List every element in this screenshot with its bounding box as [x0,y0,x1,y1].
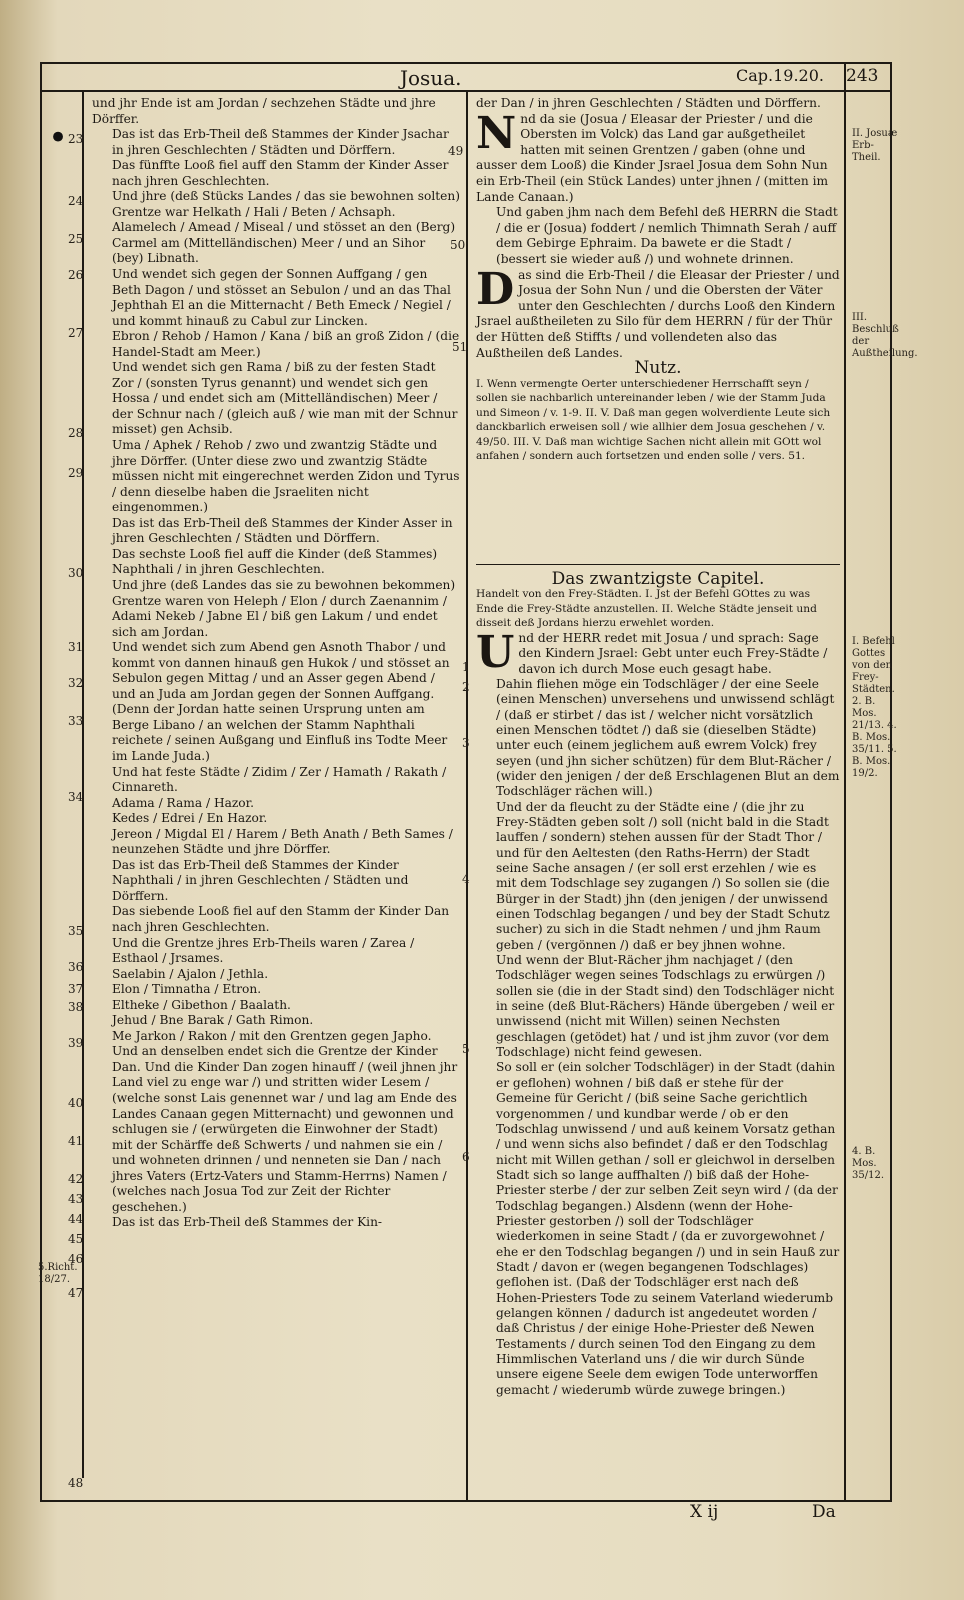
verse-text [476,263,840,362]
verse-text [476,107,840,206]
verse-number: 43 [68,1192,84,1206]
verse-number: 2 [462,680,470,694]
verse-text: Jereon / Migdal El / Harem / Beth Anath / Beth Sames / neunzehen Städte und jhre Dörffer. [112,826,453,857]
verse-number: 39 [68,1036,84,1050]
verse-text: Und jhre (deß Stücks Landes / das sie bewohnen solten) Grentze war Helkath / Hali / Beten / Achsaph. [112,189,460,219]
verse-number: 30 [68,566,84,580]
verse-number: 28 [68,426,84,440]
verse-number: 3 [462,736,470,750]
verse-text: Und wenn der Blut-Rächer jhm nachjaget / (den Todschläger wegen seines Todschlags zu erwürgen /) sollen sie (die in der Stadt sind) den Todschläger nicht in seine (deß Blut-Rächers) Hände übergeben / weil er unwissend (nicht mit Willen) seinen Nechsten geschlagen (getödet) hat / und ist jhm zuvor (vor dem Todschlage) nicht feind gewesen. [496,953,835,1060]
verse-number: 50 [450,238,466,252]
verse-text: Das ist das Erb-Theil deß Stammes der Kinder Jsachar in jhren Geschlechten / Städten und Dörffern. [112,127,449,157]
chapter-separator-rule [476,564,840,565]
margin-note-right: II. Josuæ Erb-Theil. [852,128,898,163]
verse-number: 38 [68,1000,84,1014]
verse-text: Jehud / Bne Barak / Gath Rimon. [112,1013,314,1028]
verse-text: Und jhre (deß Landes das sie zu bewohnen bekommen) Grentze waren von Heleph / Elon / durch Zaenannim / Adami Nekeb / Jabne El / biß gen Lakum / und endet sich am Jordan. [112,577,456,639]
nutz-title: Nutz. [634,358,682,379]
verse-number: 6 [462,1150,470,1164]
drop-initial: N [476,107,517,159]
verse-number: 23 [68,132,84,146]
verse-text: und jhr Ende ist am Jordan / sechzehen Städte und jhre Dörffer. [92,96,436,126]
verse-number: 33 [68,714,84,728]
verse-number: 42 [68,1172,84,1186]
verse-number: 37 [68,982,84,996]
verse-text: Kedes / Edrei / En Hazor. [112,811,268,826]
column-divider [466,92,468,1500]
verse-text: Und hat feste Städte / Zidim / Zer / Hamath / Rakath / Cinnareth. [112,764,447,795]
verse-number: 34 [68,790,84,804]
verse-number: 32 [68,676,84,690]
margin-note-right: 4. B. Mos. 35/12. [852,1146,884,1181]
catchword: Da [812,1502,836,1522]
verse-number: 1 [462,660,470,674]
verse-number: 46 [68,1252,84,1266]
verse-text: So soll er (ein solcher Todschläger) in der Stadt (dahin er geflohen) wohnen / biß daß er stehe für der Gemeine für Gericht / (biß seine Sache gerichtlich vorgenommen / und kundbar werde / ob er den Todschlag unwissend / und auß keinem Vorsatz gethan / und wenn sichs also befindet / daß er den Todschlag nicht mit Willen gethan / soll er gleichwol in derselben Stadt sich so lange auffhalten /) biß daß der Hohe-Priester sterbe / der zur selben Zeit seyn wird / (da der Todschlag begangen.) Alsdenn (wenn der Hohe-Priester gestorben /) soll der Todschläger wiederkomen in seine Stadt / (da er zuvorgewohnet / ehe er den Todschlag begangen /) und in sein Hauß zur Stadt / davon er (wegen begangenen Todschlages) geflohen ist. (Daß der Todschläger erst nach deß Hohen-Priesters Tode zu seinem Vaterland wiederumb gelangen können / dadurch ist angedeutet worden / daß Christus / der einige Hohe-Priester deß Newen Testaments / durch seinen Tod den Eingang zu dem Himmlischen Vaterland uns / die wir durch Sünde unsere eigene Seele dem ewigen Tode unterworffen gemacht / wiederumb würde zuwege bringen.) [496,1060,840,1397]
page-number: 243 [846,66,879,86]
right-column-top [476,96,840,464]
verse-text: Adama / Rama / Hazor. [112,795,254,810]
verse-number: 25 [68,232,84,246]
margin-note-left: 5.Richt. 18/27. [38,1262,78,1285]
verse-text: Me Jarkon / Rakon / mit den Grentzen gegen Japho. [112,1028,432,1043]
drop-initial: D [476,263,515,315]
verse-number: 51 [452,340,468,354]
signature-mark: X ij [690,1502,719,1522]
verse-text: Und der da fleucht zu der Städte eine / (die jhr zu Frey-Städten geben solt /) soll (nicht bald in die Stadt lauffen / sondern) stehen aussen für der Stadt Thor / und für den Aeltesten (den Raths-Herrn) der Stadt seine Sache ansagen / (er soll erst erzehlen / wie es mit dem Todschlage sey zugangen /) So sollen sie (die Bürger in der Stadt) jhn (den jenigen / der unwissend einen Todschlag begangen / und bey der Stadt Schutz sucher) zu sich in die Stadt nehmen / und jhm Raum geben / (vergönnen /) daß er bey jhnen wohne. [496,799,830,952]
verse-number: 40 [68,1096,84,1110]
margin-note-right: III. Beschluß der Außtheilung. [852,312,918,359]
verse-number: 48 [68,1476,84,1490]
running-head-book: Josua. [400,66,462,90]
verse-number: 49 [448,144,464,158]
running-head-chapter: Cap.19.20. [736,66,824,85]
verse-number: 4 [462,872,470,886]
verse-text-body: as sind die Erb-Theil / die Eleasar der Priester / und Josua der Sohn Nun / und die Obersten der Väter unter den Geschlechten / durchs Looß den Kindern Jsrael außtheileten zu Silo für dem HERRN / für der Thür der Hütten deß Stiffts / und vollendeten also das Außtheilen deß Landes. [476,267,840,360]
verse-number: 27 [68,326,84,340]
verse-text: Elon / Timnatha / Etron. [112,982,262,997]
verse-text: Dahin fliehen möge ein Todschläger / der eine Seele (einen Menschen) unversehens und unwissend schlägt / (daß er stirbet / das ist / welcher nicht vorsätzlich einen Menschen tödtet /) daß sie (dieselben Städte) unter euch (einem jeglichem auß ewrem Volck) frey seyen (und jhn sicher schützen) für dem Blut-Rächer / (wider den jenigen / der deß Erschlagenen Blut an dem Todschläger rächen will.) [496,676,840,799]
verse-text: Und gaben jhm nach dem Befehl deß HERRN die Stadt / die er (Josua) foddert / nemlich Thimnath Serah / auff dem Gebirge Ephraim. Da bawete er die Stadt / (bessert sie wieder auß /) und wohnete drinnen. [496,205,838,266]
nutz-text: I. Wenn vermengte Oerter unterschiedener Herrschafft seyn / sollen sie nachbarlich untereinander leben / wie der Stamm Juda und Simeon / v. 1-9. II. V. Daß man gegen wolverdiente Leute sich danckbarlich erweisen soll / wie allhier dem Josua geschehen / v. 49/50. III. V. Daß man wichtige Sachen nicht allein mit GOtt wol anfahen / sondern auch fortsetzen und enden solle / vers. 51. [476,377,831,463]
verse-text: Ebron / Rehob / Hamon / Kana / biß an groß Zidon / (die Handel-Stadt am Meer.) [112,329,460,359]
ornament-mark: • [48,118,69,158]
verse-text: Und wendet sich gegen der Sonnen Auffgang / gen Beth Dagon / und stösset an Sebulon / und an das Thal Jephthah El an die Mitternacht / Beth Emeck / Negiel / und kommt hinauß zu Cabul zur Lincken. [112,267,451,328]
verse-number: 41 [68,1134,84,1148]
right-column-chapter [476,569,840,1398]
verse-text-body: nd da sie (Josua / Eleasar der Priester / und die Obersten im Volck) das Land gar außgetheilet hatten mit seinen Grentzen / gaben (ohne und ausser dem Looß) die Kinder Jsrael Josua dem Sohn Nun ein Erb-Theil (ein Stück Landes) unter jhnen / (mitten im Lande Canaan.) [476,111,829,204]
margin-note-right: I. Befehl Gottes von den Frey-Städten. 2. B. Mos. 21/13. 4. B. Mos. 35/11. 5. B. Mos. 19/2. [852,636,897,779]
verse-text: Das siebende Looß fiel auf den Stamm der Kinder Dan nach jhren Geschlechten. [112,904,450,934]
verse-text: Das fünffte Looß fiel auff den Stamm der Kinder Asser nach jhren Geschlechten. [112,158,449,188]
chapter-title: Das zwantzigste Capitel. [551,569,765,589]
verse-text: Und die Grentze jhres Erb-Theils waren / Zarea / Esthaol / Jrsames. [112,935,415,966]
verse-text: Und wendet sich zum Abend gen Asnoth Thabor / und kommt von dannen hinauß gen Hukok / und stösset an Sebulon gegen Mittag / und an Asser gegen Abend / und an Juda am Jordan gegen der Sonnen Auffgang. (Denn der Jordan hatte seinen Ursprung unten am Berge Libano / an welchen der Stamm Naphthali reichete / seinen Außgang und Einfluß ins Todte Meer im Lande Juda.) [112,640,450,763]
verse-gutter-left [82,92,84,1478]
verse-text: Das ist das Erb-Theil deß Stammes der Kin- [112,1215,383,1230]
verse-text [476,626,840,678]
margin-divider [844,62,846,1502]
verse-text: Eltheke / Gibethon / Baalath. [112,997,291,1012]
verse-text: Das sechste Looß fiel auff die Kinder (deß Stammes) Naphthali / in jhren Geschlechten. [112,546,438,577]
verse-text: der Dan / in jhren Geschlechten / Städten und Dörffern. [476,96,821,110]
verse-text: Das ist das Erb-Theil deß Stammes der Kinder Asser in jhren Geschlechten / Städten und Dörffern. [112,515,453,546]
verse-number: 36 [68,960,84,974]
drop-initial: U [476,626,515,678]
verse-text: Und an denselben endet sich die Grentze der Kinder Dan. Und die Kinder Dan zogen hinauff / (weil jhnen jhr Land viel zu enge war /) und stritten wider Lesem / (welche sonst Lais genennet war / und lag am Ende des Landes Canaan gegen Mitternacht) und gewonnen und schlugen sie / (erwürgeten die Einwohner der Stadt) mit der Schärffe deß Schwerts / und nahmen sie ein / und wohneten drinnen / und nenneten sie Dan / nach jhres Vaters (Ertz-Vaters und Stamm-Herrns) Namen / (welches nach Josua Tod zur Zeit der Richter geschehen.) [112,1044,458,1214]
verse-text: Und wendet sich gen Rama / biß zu der festen Stadt Zor / (sonsten Tyrus genannt) und wendet sich gen Hossa / und endet sich am (Mittelländischen) Meer / der Schnur nach / (gleich auß / wie man mit der Schnur misset) gen Achsib. [112,360,458,437]
chapter-summary: Handelt von den Frey-Städten. I. Jst der Befehl GOttes zu was Ende die Frey-Städte anzustellen. II. Welche Städte jenseit und disseit deß Jordans hierzu erwehlet worden. [476,588,817,630]
verse-number: 24 [68,194,84,208]
verse-text: Saelabin / Ajalon / Jethla. [112,966,269,981]
verse-number: 35 [68,924,84,938]
verse-text: Das ist das Erb-Theil deß Stammes der Kinder Naphthali / in jhren Geschlechten / Städten und Dörffern. [112,857,409,903]
verse-number: 5 [462,1042,470,1056]
verse-number: 29 [68,466,84,480]
verse-number: 45 [68,1232,84,1246]
verse-number: 47 [68,1286,84,1300]
verse-number: 44 [68,1212,84,1226]
verse-text: Uma / Aphek / Rehob / zwo und zwantzig Städte und jhre Dörffer. (Unter diese zwo und zwantzig Städte müssen nicht mit eingerechnet werden Zidon und Tyrus / denn dieselbe haben die Jsraeliten nicht eingenommen.) [112,438,460,515]
verse-text-body: nd der HERR redet mit Josua / und sprach: Sage den Kindern Jsrael: Gebt unter euch Frey-Städte / davon ich durch Mose euch gesagt habe. [518,630,828,676]
verse-text: Alamelech / Amead / Miseal / und stösset an den (Berg) Carmel am (Mittelländischen) Meer / und an Sihor (bey) Libnath. [112,220,456,266]
verse-number: 31 [68,640,84,654]
verse-number: 26 [68,268,84,282]
left-column [92,96,460,1231]
